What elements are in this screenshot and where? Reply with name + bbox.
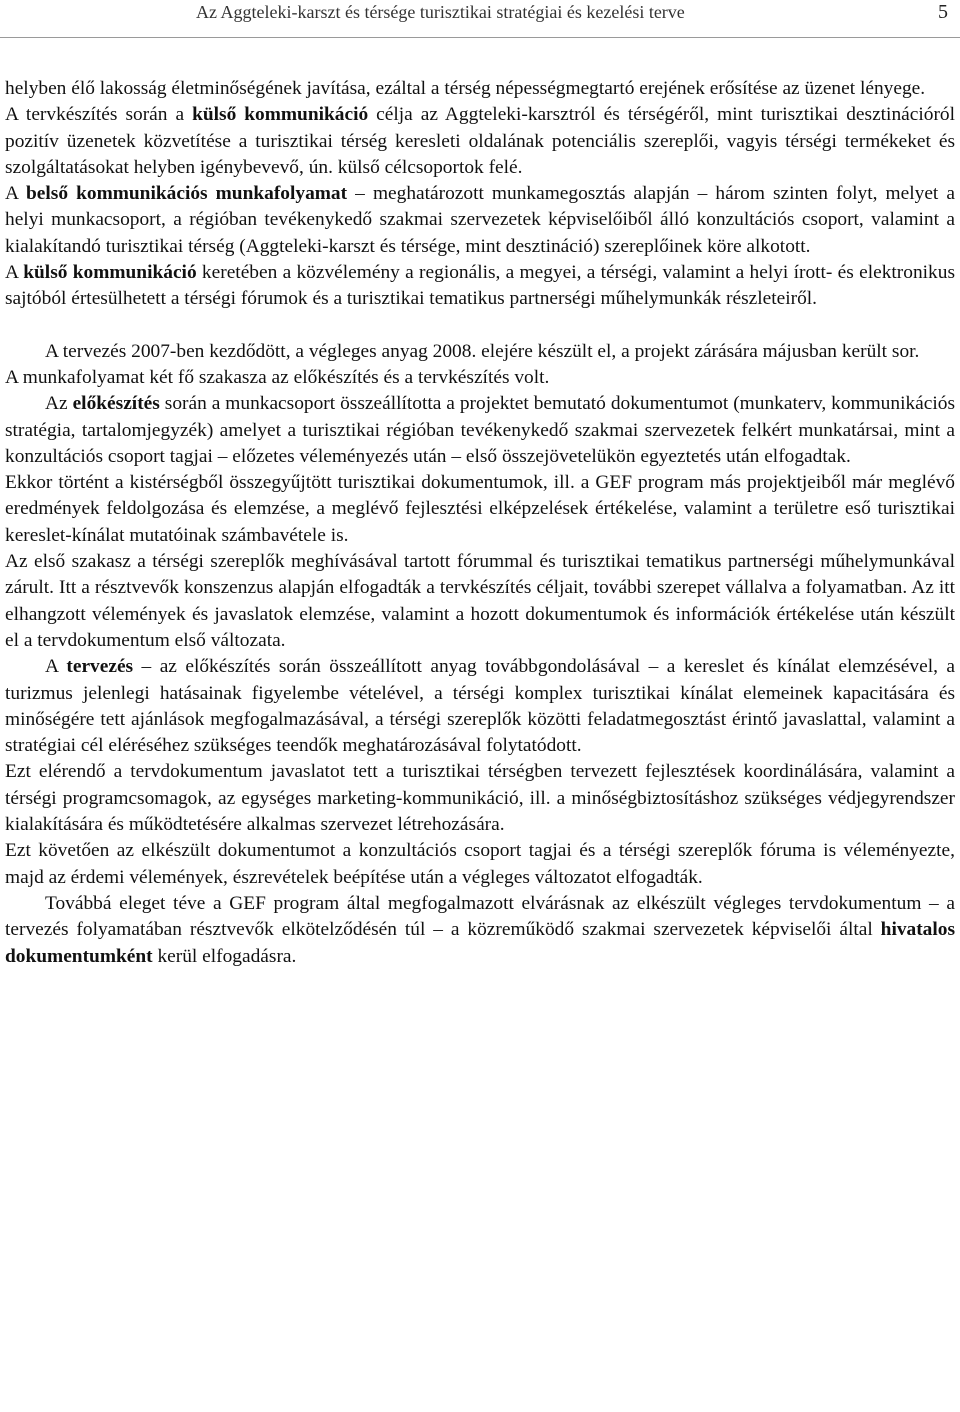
body-text: helyben élő lakosság életminőségének javítása, ezáltal a térség népességmegtartó erejének erősítése az üzenet lényege. — [5, 78, 926, 99]
paragraph — [5, 470, 955, 549]
body-text: Ezt elérendő a tervdokumentum javaslatot tett a turisztikai térségben tervezett fejlesztések koordinálására, valamint a térségi programcsomagok, az egységes marketing-kommunikáció, ill. a minőségbiztosításhoz szükséges védjegyrendszer kialakítására és működtetésére alkalmas szervezet létrehozására. — [5, 761, 955, 836]
paragraph — [5, 549, 955, 654]
body-text: – az előkészítés során összeállított anyag továbbgondolásával – a kereslet és kínálat elemzésével, a turizmus jelenlegi hatásainak figyelembe vételével, a térségi komplex turisztikai kínálat elemeinek kapacitására és minőségére tett ajánlások megfogalmazásával, a térségi szereplők közötti feladatmegosztást érintő javaslattal, valamint a stratégiai cél eléréséhez szükséges teendők meghatározásával folytatódott. — [5, 656, 955, 757]
body-text: A tervkészítés során a — [5, 104, 193, 126]
page-header — [0, 0, 960, 36]
body-text: Ekkor történt a kistérségből összegyűjtött turisztikai dokumentumok, ill. a GEF program más projektjeiből már meglévő eredmények feldolgozása és elemzése, a meglévő fejlesztési elképzelések értékelése, valamint a területre eső turisztikai kereslet-kínálat mutatóinak számbavétele is. — [5, 472, 955, 546]
emphasis-text: belső kommunikációs munkafolyamat — [26, 183, 348, 205]
running-title: Az Aggteleki-karszt és térsége turisztikai stratégiai és kezelési terve — [196, 2, 685, 22]
body-text: keretében a közvélemény a regionális, a megyei, a térségi, valamint a helyi írott- és elektronikus sajtóból értesülhetett a térségi fórumok és a turisztikai tematikus partnerségi műhelymunkák részleteiről. — [5, 262, 955, 310]
body-text: Továbbá eleget téve a GEF program által megfogalmazott elvárásnak az elkészült végleges tervdokumentum – a tervezés folyamatában résztvevők elkötelződésén túl – a közreműködő szakmai szervezetek képviselői által — [5, 892, 955, 941]
header-divider — [0, 37, 960, 38]
body-text: A — [5, 262, 24, 284]
paragraph — [5, 76, 955, 102]
document-body — [5, 76, 955, 970]
body-text: kerül elfogadásra. — [152, 945, 297, 967]
emphasis-text: tervezés — [66, 656, 134, 678]
body-text: A — [5, 183, 27, 205]
emphasis-text: külső kommunikáció — [23, 262, 197, 284]
body-text: A — [45, 656, 67, 678]
paragraph — [5, 102, 955, 181]
emphasis-text: előkészítés — [72, 393, 160, 415]
paragraph — [5, 260, 955, 313]
paragraph — [5, 838, 955, 891]
paragraph — [5, 181, 955, 260]
body-text: Az első szakasz a térségi szereplők meghívásával tartott fórummal és turisztikai tematikus partnerségi műhelymunkával zárult. Itt a résztvevők konszenzus alapján elfogadták a tervkészítés céljait, további szerepet vállalva a folyamatban. Az itt elhangzott vélemények és javaslatok elemzése, valamint a hozott dokumentumok és információk értékelése után készült el a tervdokumentum első változata. — [5, 551, 955, 651]
paragraph — [5, 759, 955, 838]
paragraph — [5, 654, 955, 759]
paragraph — [5, 891, 955, 970]
body-text: – meghatározott munkamegosztás alapján – három szinten folyt, melyet a helyi munkacsoport, a régióban tevékenykedő szakmai szervezetek képviselőiből álló konzultációs csoport, valamint a kialakítandó turisztikai térség (Aggteleki-karszt és térsége, mint desztináció) szereplőinek köre alkotott. — [5, 183, 956, 257]
paragraph — [5, 365, 955, 391]
body-text: során a munkacsoport összeállította a projektet bemutató dokumentumot (munkaterv, kommunikációs stratégia, tartalomjegyzék) amelyet a turisztikai régióban tevékenykedő szakmai szervezetek felkért munkatársai, mint a konzultációs csoport tagjai – előzetes véleményezés után – első összejövetelükön egyeztetés után elfogadtak. — [5, 393, 955, 467]
body-text: A munkafolyamat két fő szakasza az előkészítés és a tervkészítés volt. — [5, 366, 550, 388]
body-text: célja az Aggteleki-karsztról és térségéről, mint turisztikai desztinációról pozitív üzenetek közvetítése a turisztikai térség keresleti oldalának potenciális szereplői, vagyis térségi termékeket és szolgáltatásokat helyben igénybevevő, ún. külső célcsoportok felé. — [5, 104, 955, 178]
paragraph — [5, 391, 955, 470]
body-text: Az — [45, 393, 73, 415]
page-number: 5 — [938, 1, 948, 23]
paragraph — [5, 339, 955, 365]
emphasis-text: külső kommunikáció — [192, 104, 369, 126]
emphasis-text: hivatalos dokumentumként — [5, 919, 955, 967]
body-text: Ezt követően az elkészült dokumentumot a konzultációs csoport tagjai és a térségi szereplők fóruma is véleményezte, majd az érdemi vélemények, észrevételek beépítése után a végleges változatot elfogadták. — [5, 840, 955, 888]
body-text: A tervezés 2007-ben kezdődött, a végleges anyag 2008. elejére készült el, a projekt zárására májusban került sor. — [45, 340, 920, 362]
